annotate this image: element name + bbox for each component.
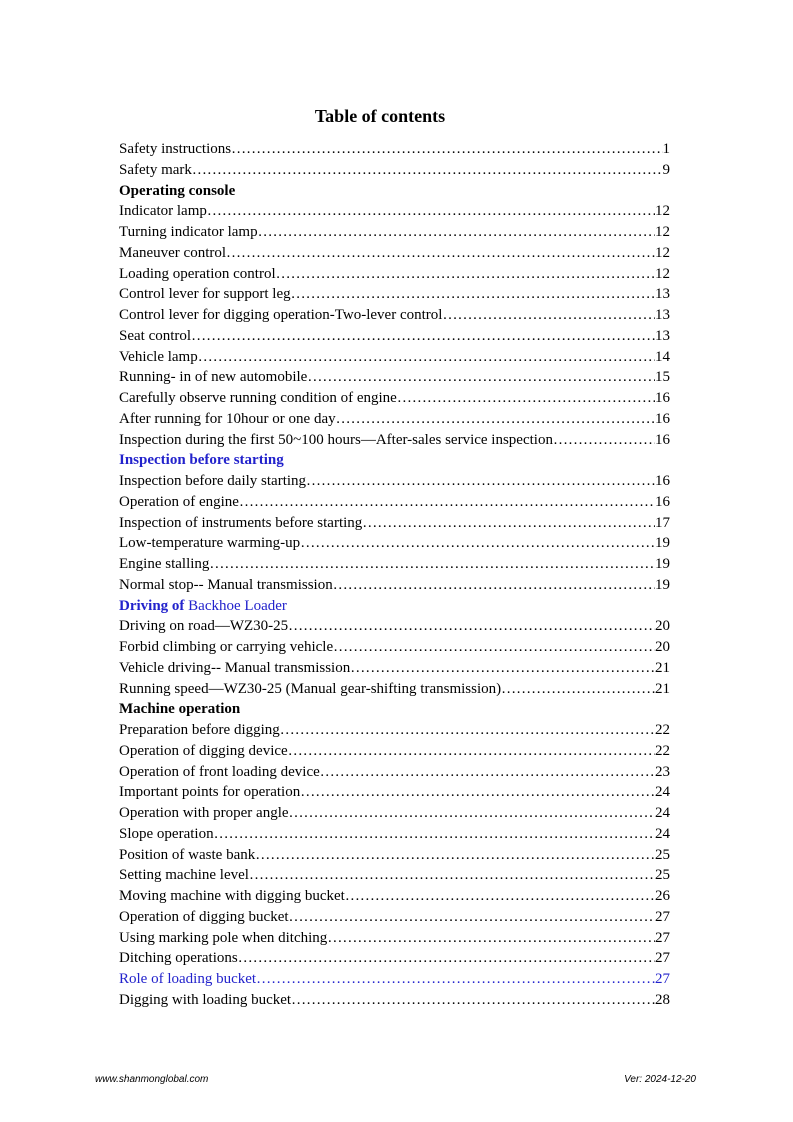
entry-page-number: 22 [655, 742, 670, 759]
toc-entry [119, 160, 670, 181]
toc-entry [119, 492, 670, 513]
entry-page-number: 24 [655, 805, 670, 821]
entry-page-number: 9 [662, 161, 670, 178]
toc-entry [119, 928, 670, 949]
entry-label: Operation of digging device [119, 742, 288, 759]
dot-leader [191, 326, 655, 347]
entry-page-number: 16 [655, 431, 670, 448]
toc-entry [119, 533, 670, 554]
entry-label: After running for 10hour or one day [119, 410, 336, 427]
toc-title [0, 106, 760, 127]
entry-label: Forbid climbing or carrying vehicle [119, 639, 334, 655]
dot-leader [198, 347, 655, 368]
entry-label: Normal stop-- Manual transmission [119, 576, 333, 593]
dot-leader [258, 222, 655, 243]
dot-leader [320, 762, 655, 783]
entry-page-number: 12 [655, 244, 670, 261]
entry-label: Engine stalling [119, 556, 210, 572]
toc-entry [119, 658, 670, 679]
toc-entry [119, 554, 670, 575]
entry-label: Loading operation control [119, 265, 276, 282]
dot-leader [256, 969, 655, 990]
entry-label: Safety mark [119, 161, 192, 178]
entry-page-number: 12 [655, 203, 670, 220]
dot-leader [226, 243, 655, 264]
section-label: Inspection before starting [119, 452, 284, 469]
toc-section-heading [119, 450, 670, 471]
entry-label: Carefully observe running condition of engine [119, 390, 397, 406]
entry-label: Operation of front loading device [119, 763, 320, 780]
toc-entry [119, 803, 670, 824]
section-label-rest: Backhoe Loader [184, 597, 287, 614]
toc-entry [119, 782, 670, 803]
dot-leader [307, 367, 655, 388]
toc-entry [119, 305, 670, 326]
entry-label: Inspection of instruments before starting [119, 514, 363, 531]
toc-entry [119, 513, 670, 534]
entry-page-number: 27 [655, 929, 670, 946]
toc-entry [119, 139, 670, 160]
toc-entry [119, 865, 670, 886]
entry-page-number: 23 [655, 763, 670, 780]
entry-page-number: 21 [655, 659, 670, 676]
entry-label: Control lever for support leg [119, 286, 291, 303]
entry-page-number: 24 [655, 784, 670, 801]
entry-label: Indicator lamp [119, 203, 207, 220]
entry-label: Digging with loading bucket [119, 991, 292, 1008]
entry-label: Turning indicator lamp [119, 224, 258, 240]
entry-label: Moving machine with digging bucket [119, 888, 345, 904]
entry-page-number: 13 [655, 286, 670, 303]
footer-website: www.shanmonglobal.com [95, 1074, 209, 1085]
entry-page-number: 26 [655, 888, 670, 904]
entry-page-number: 19 [655, 556, 670, 572]
dot-leader [276, 264, 655, 285]
entry-page-number: 12 [655, 224, 670, 240]
entry-label: Position of waste bank [119, 846, 256, 863]
toc-entry [119, 679, 670, 700]
dot-leader [336, 409, 655, 430]
toc-entry [119, 243, 670, 264]
dot-leader [345, 886, 655, 907]
dot-leader [238, 948, 655, 969]
dot-leader [255, 845, 655, 866]
entry-label: Role of loading bucket [119, 971, 257, 987]
toc-entry [119, 222, 670, 243]
dot-leader [397, 388, 655, 409]
entry-label: Using marking pole when ditching [119, 929, 328, 946]
entry-page-number: 25 [655, 867, 670, 884]
toc-entry [119, 886, 670, 907]
toc-section-heading [119, 181, 670, 202]
toc-entry [119, 326, 670, 347]
entry-page-number: 13 [655, 327, 670, 344]
toc-entry [119, 471, 670, 492]
entry-page-number: 19 [655, 535, 670, 552]
toc-entry [119, 762, 670, 783]
toc-entry [119, 616, 670, 637]
entry-label: Vehicle driving-- Manual transmission [119, 659, 351, 676]
entry-label: Driving on road—WZ30-25 [119, 618, 289, 635]
toc-entry [119, 637, 670, 658]
entry-page-number: 17 [655, 514, 670, 531]
toc-entry [119, 284, 670, 305]
dot-leader [291, 284, 655, 305]
entry-label: Control lever for digging operation-Two-lever control [119, 307, 443, 323]
entry-label: Seat control [119, 327, 192, 344]
entry-page-number: 21 [655, 680, 670, 697]
toc-entry [119, 907, 670, 928]
dot-leader [442, 305, 655, 326]
entry-page-number: 25 [655, 846, 670, 863]
dot-leader [327, 928, 655, 949]
entry-label: Operation with proper angle [119, 805, 289, 821]
toc-entry [119, 969, 670, 990]
dot-leader [207, 201, 655, 222]
toc-entry [119, 430, 670, 451]
entry-page-number: 16 [655, 390, 670, 406]
entry-label: Running speed—WZ30-25 (Manual gear-shifting transmission) [119, 680, 502, 697]
toc-entry [119, 409, 670, 430]
entry-page-number: 27 [655, 908, 670, 925]
dot-leader [553, 430, 655, 451]
dot-leader [209, 554, 655, 575]
entry-page-number: 20 [655, 618, 670, 635]
dot-leader [300, 782, 655, 803]
dot-leader [288, 741, 655, 762]
entry-label: Important points for operation [119, 784, 301, 801]
entry-page-number: 19 [655, 576, 670, 593]
dot-leader [333, 575, 655, 596]
entry-page-number: 28 [655, 991, 670, 1008]
toc-entry [119, 347, 670, 368]
footer-version: Ver: 2024-12-20 [624, 1074, 696, 1085]
toc-entry [119, 720, 670, 741]
section-label-bold: Driving of [119, 597, 185, 614]
entry-label: Slope operation [119, 825, 214, 842]
toc-entry [119, 845, 670, 866]
entry-label: Safety instructions [119, 141, 232, 157]
dot-leader [289, 907, 655, 928]
entry-page-number: 16 [655, 410, 670, 427]
entry-label: Inspection before daily starting [119, 473, 307, 489]
entry-label: Vehicle lamp [119, 348, 198, 365]
entry-label: Inspection during the first 50~100 hours—After-sales service inspection [119, 431, 553, 448]
toc-entry [119, 388, 670, 409]
dot-leader [249, 865, 655, 886]
entry-page-number: 16 [655, 473, 670, 489]
entry-label: Operation of engine [119, 493, 239, 510]
entry-label: Maneuver control [119, 244, 227, 261]
toc-entry [119, 948, 670, 969]
toc-entry [119, 264, 670, 285]
dot-leader [362, 513, 655, 534]
dot-leader [501, 679, 655, 700]
entry-page-number: 27 [655, 950, 670, 967]
toc-section-heading [119, 699, 670, 720]
toc-entry [119, 367, 670, 388]
toc-entry [119, 575, 670, 596]
entry-page-number: 27 [655, 971, 670, 987]
entry-page-number: 16 [655, 493, 670, 510]
dot-leader [280, 720, 655, 741]
entry-page-number: 20 [655, 639, 670, 655]
entry-page-number: 14 [655, 348, 670, 365]
dot-leader [192, 160, 663, 181]
dot-leader [214, 824, 655, 845]
toc-title-text: Table of contents [314, 106, 446, 126]
entry-label: Setting machine level [119, 867, 249, 884]
entry-label: Operation of digging bucket [119, 908, 289, 925]
dot-leader [288, 616, 655, 637]
dot-leader [231, 139, 662, 160]
dot-leader [239, 492, 655, 513]
toc-entry [119, 824, 670, 845]
toc-list [119, 139, 670, 1011]
entry-label: Low-temperature warming-up [119, 535, 301, 552]
section-label: Machine operation [119, 701, 241, 718]
entry-label: Running- in of new automobile [119, 369, 308, 386]
toc-entry [119, 201, 670, 222]
entry-label: Preparation before digging [119, 722, 280, 738]
entry-page-number: 13 [655, 307, 670, 323]
dot-leader [306, 471, 655, 492]
entry-page-number: 15 [655, 369, 670, 386]
entry-page-number: 12 [655, 265, 670, 282]
section-label: Operating console [119, 182, 236, 199]
toc-section-heading [119, 596, 670, 617]
dot-leader [333, 637, 655, 658]
dot-leader [350, 658, 655, 679]
toc-entry [119, 741, 670, 762]
toc-entry [119, 990, 670, 1011]
dot-leader [300, 533, 655, 554]
dot-leader [291, 990, 655, 1011]
dot-leader [289, 803, 655, 824]
entry-page-number: 1 [662, 141, 670, 157]
entry-page-number: 22 [655, 722, 670, 738]
entry-label: Ditching operations [119, 950, 238, 967]
entry-page-number: 24 [655, 825, 670, 842]
